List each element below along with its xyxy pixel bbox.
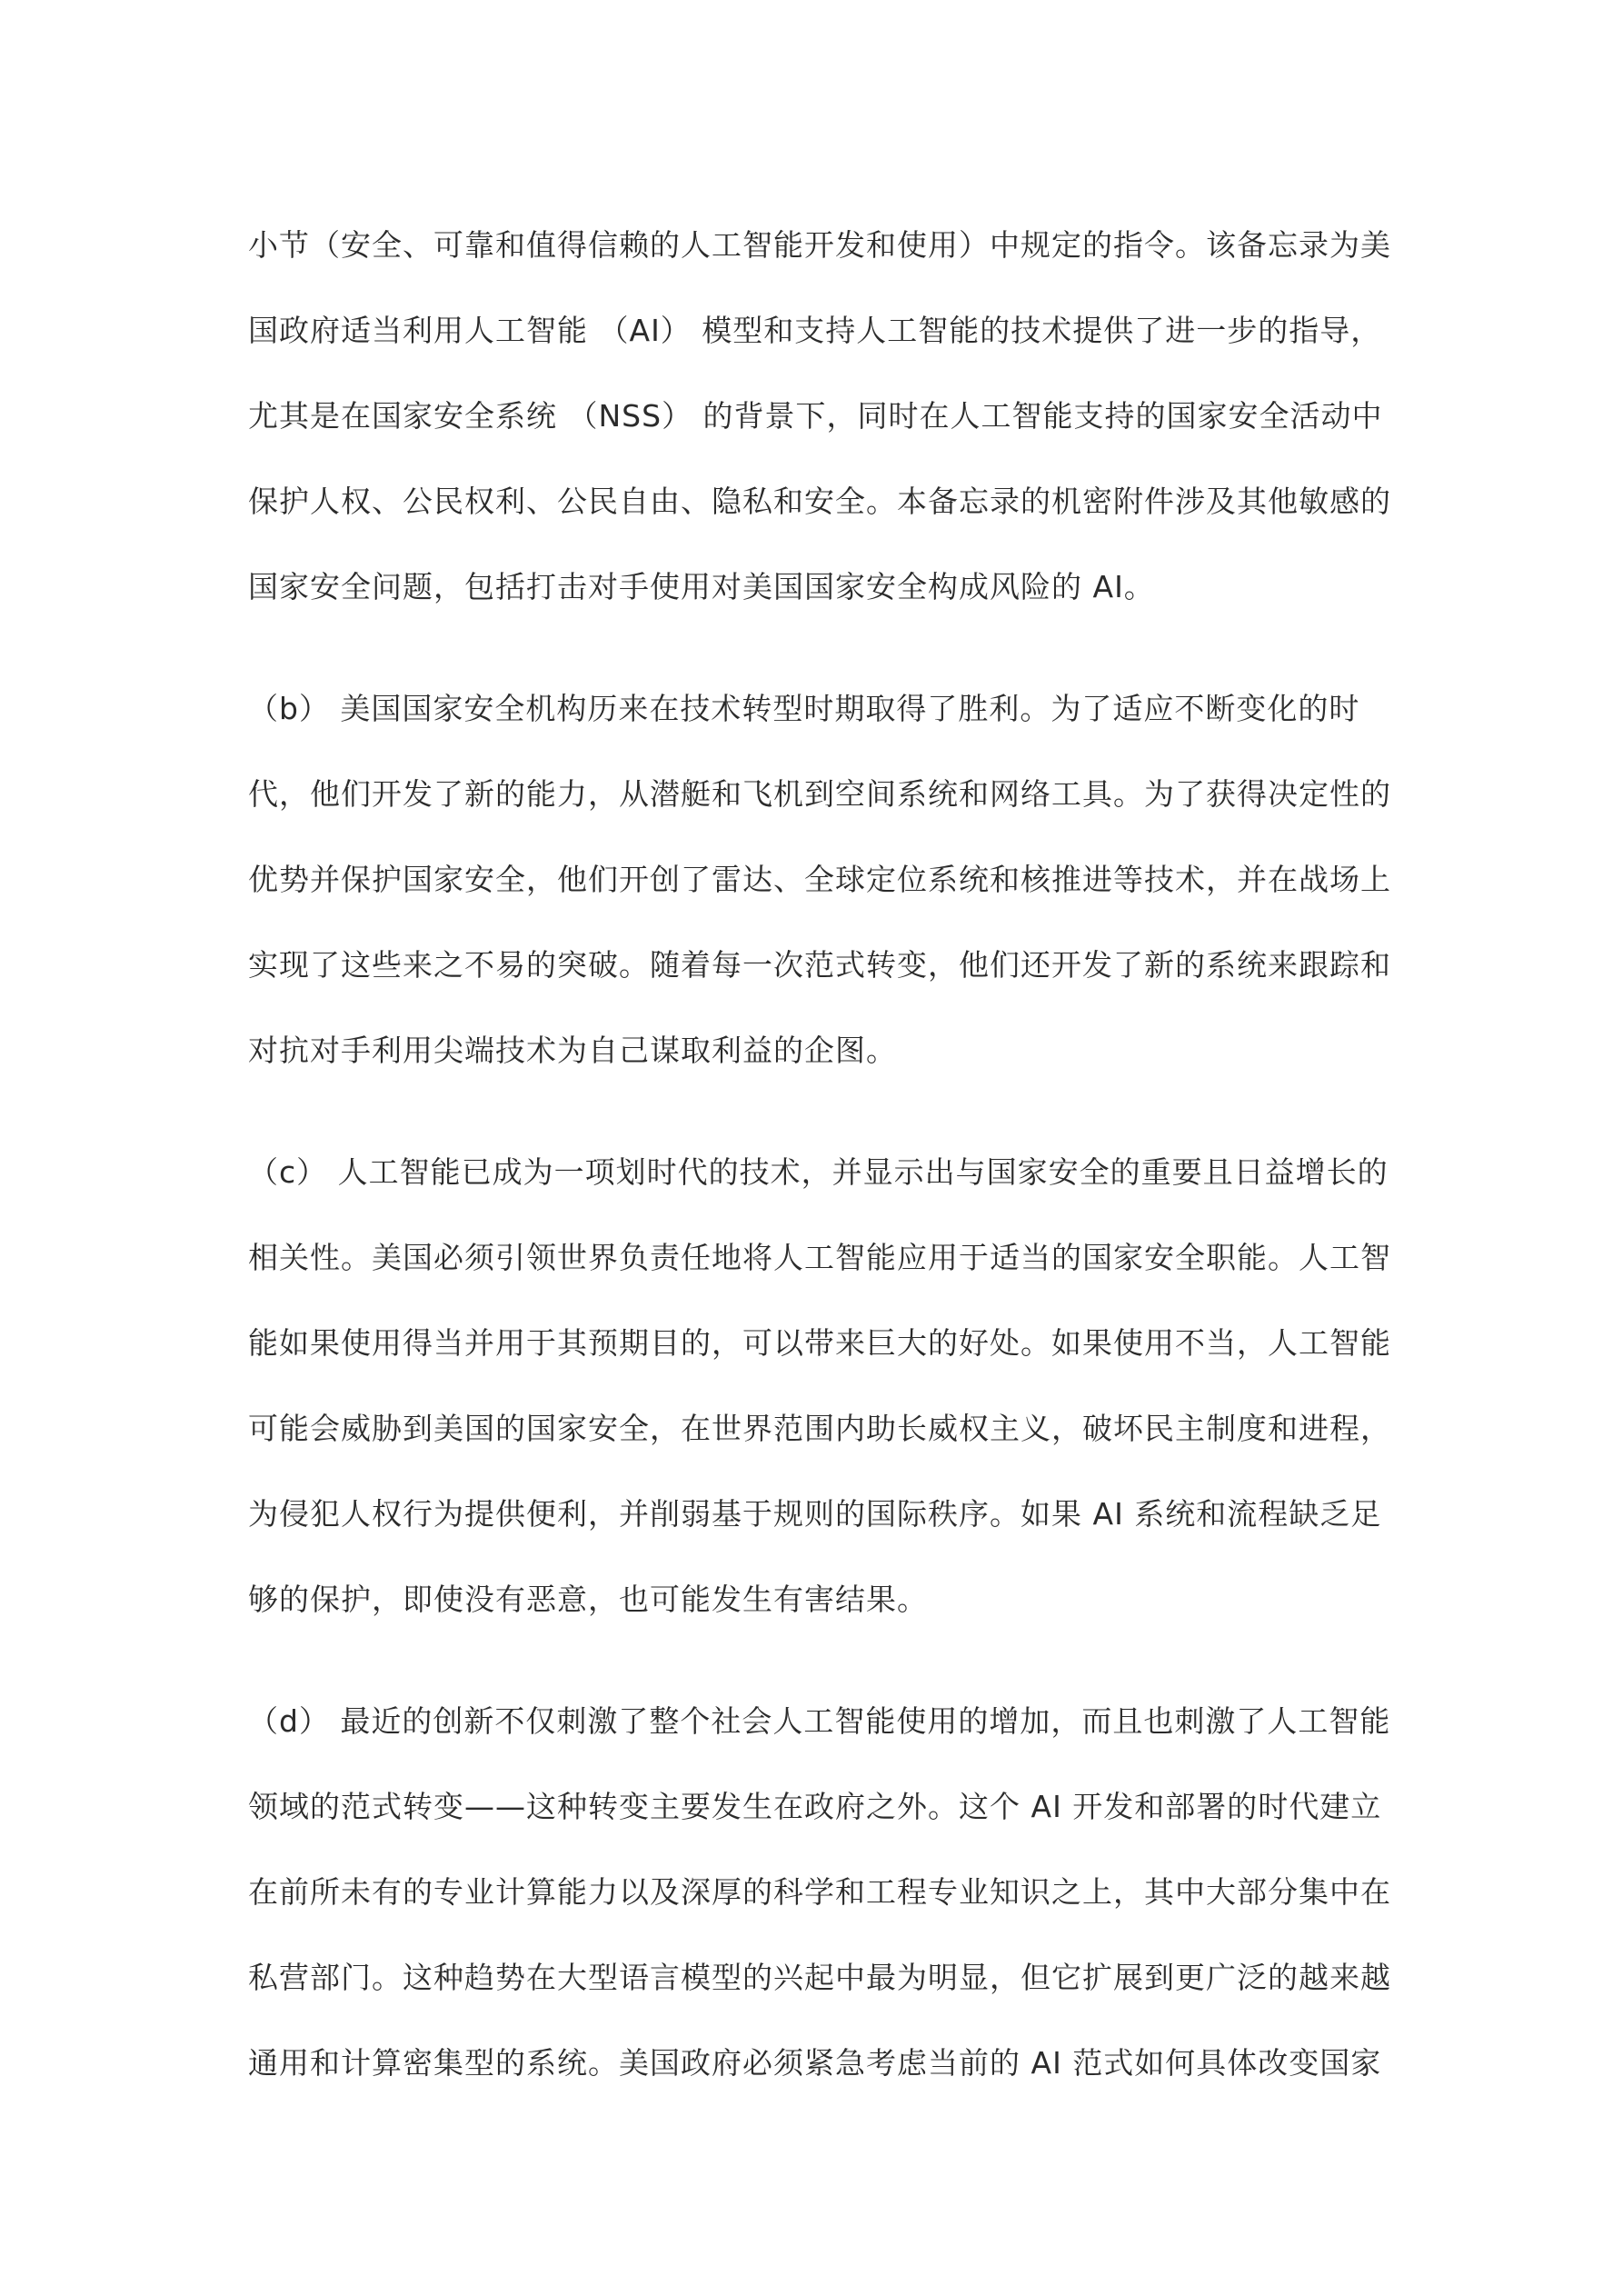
text-line: 私营部门。这种趋势在大型语言模型的兴起中最为明显，但它扩展到更广泛的越来越 <box>248 1960 1391 1995</box>
text-line: 代，他们开发了新的能力，从潜艇和飞机到空间系统和网络工具。为了获得决定性的 <box>248 776 1391 812</box>
text-line: 够的保护，即使没有恶意，也可能发生有害结果。 <box>248 1582 928 1617</box>
text-line: （d） 最近的创新不仅刺激了整个社会人工智能使用的增加，而且也刺激了人工智能 <box>248 1703 1391 1739</box>
paragraph-d <box>248 1694 1391 2121</box>
text-line: （b） 美国国家安全机构历来在技术转型时期取得了胜利。为了适应不断变化的时 <box>248 691 1360 726</box>
text-line: 国家安全问题，包括打击对手使用对美国国家安全构成风险的 AI。 <box>248 569 1155 604</box>
text-line: 国政府适当利用人工智能 （AI） 模型和支持人工智能的技术提供了进一步的指导， <box>248 313 1382 348</box>
document-body <box>248 218 1391 2158</box>
text-line: （c） 人工智能已成为一项划时代的技术，并显示出与国家安全的重要且日益增长的 <box>248 1154 1389 1190</box>
text-line: 能如果使用得当并用于其预期目的，可以带来巨大的好处。如果使用不当，人工智能 <box>248 1325 1391 1361</box>
text-line: 在前所未有的专业计算能力以及深厚的科学和工程专业知识之上，其中大部分集中在 <box>248 1874 1391 1910</box>
text-line: 通用和计算密集型的系统。美国政府必须紧急考虑当前的 AI 范式如何具体改变国家 <box>248 2045 1382 2081</box>
paragraph-b <box>248 682 1391 1109</box>
text-line: 小节（安全、可靠和值得信赖的人工智能开发和使用）中规定的指令。该备忘录为美 <box>248 227 1391 263</box>
paragraph-c <box>248 1145 1391 1658</box>
text-line: 可能会威胁到美国的国家安全，在世界范围内助长威权主义，破坏民主制度和进程， <box>248 1411 1391 1446</box>
text-line: 优势并保护国家安全，他们开创了雷达、全球定位系统和核推进等技术，并在战场上 <box>248 862 1391 897</box>
text-line: 保护人权、公民权利、公民自由、隐私和安全。本备忘录的机密附件涉及其他敏感的 <box>248 484 1391 519</box>
text-line: 为侵犯人权行为提供便利，并削弱基于规则的国际秩序。如果 AI 系统和流程缺乏足 <box>248 1496 1382 1532</box>
text-line: 实现了这些来之不易的突破。随着每一次范式转变，他们还开发了新的系统来跟踪和 <box>248 947 1391 983</box>
text-line: 相关性。美国必须引领世界负责任地将人工智能应用于适当的国家安全职能。人工智 <box>248 1240 1391 1275</box>
text-line: 尤其是在国家安全系统 （NSS） 的背景下，同时在人工智能支持的国家安全活动中 <box>248 398 1383 434</box>
paragraph-a-continued <box>248 218 1391 645</box>
text-line: 领域的范式转变——这种转变主要发生在政府之外。这个 AI 开发和部署的时代建立 <box>248 1789 1382 1824</box>
text-line: 对抗对手利用尖端技术为自己谋取利益的企图。 <box>248 1033 897 1068</box>
